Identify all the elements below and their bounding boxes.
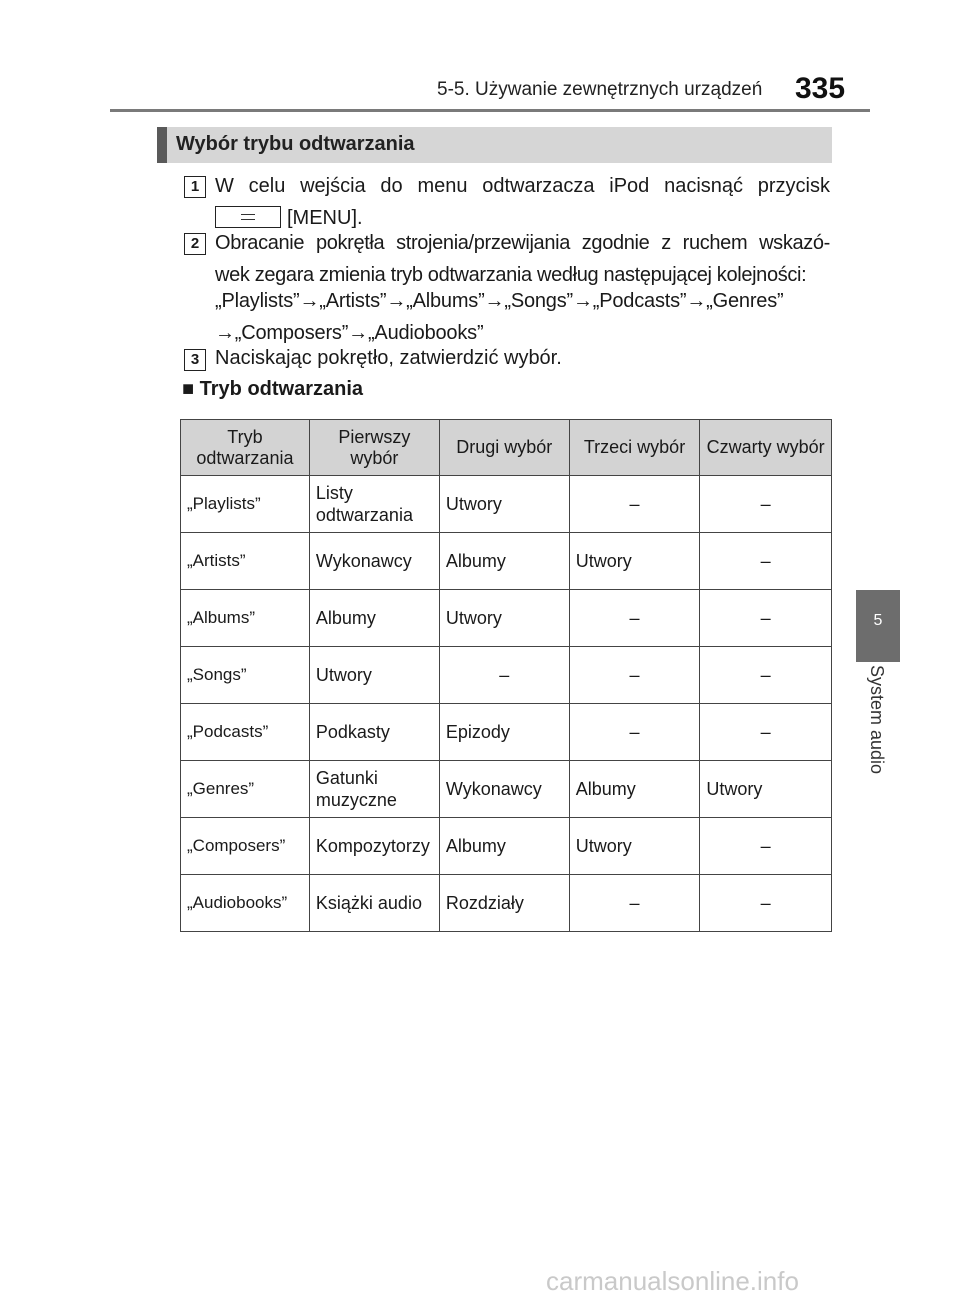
running-header: 5-5. Używanie zewnętrznych urządzeń [437,79,763,100]
table-cell: – [569,590,700,647]
table-row [181,476,832,533]
table-cell: „Albums” [181,590,310,647]
chapter-tab-number: 5 [856,590,900,662]
table-cell: „Podcasts” [181,704,310,761]
column-header: Tryb odtwarzania [181,420,310,476]
table-cell: Albumy [439,818,569,875]
table-row [181,818,832,875]
column-header: Drugi wybór [439,420,569,476]
section-title: Wybór trybu odtwarzania [176,133,415,155]
table-cell: „Artists” [181,533,310,590]
table-cell: Podkasty [309,704,439,761]
step-2-text: Obracanie pokrętła strojenia/przewijania zgodnie z ruchem wskazó- wek zegara zmienia tryb odtwarzania według następującej kolejności: [215,232,830,286]
step-number-3: 3 [184,349,206,371]
header-rule [110,109,870,112]
table-row [181,590,832,647]
table-row [181,704,832,761]
table-cell: Utwory [569,818,700,875]
subsection-title [182,378,363,401]
section-title-bar [157,127,167,163]
table-cell: Gatunki muzyczne [309,761,439,818]
table-cell: Wykonawcy [309,533,439,590]
column-header: Pierwszy wybór [309,420,439,476]
step-number-2: 2 [184,233,206,255]
step-number-1: 1 [184,176,206,198]
table-cell: Epizody [439,704,569,761]
table-cell: Albumy [569,761,700,818]
table-cell: – [569,704,700,761]
table-row [181,761,832,818]
table-cell: Kompozytorzy [309,818,439,875]
chapter-tab [856,665,900,825]
table-cell: Wykonawcy [439,761,569,818]
table-cell: Albumy [439,533,569,590]
table-cell: Utwory [439,476,569,533]
page-number: 335 [795,72,846,105]
table-cell: Utwory [569,533,700,590]
table-cell: „Composers” [181,818,310,875]
table-cell: Utwory [309,647,439,704]
table-cell: Utwory [439,590,569,647]
table-cell: – [700,533,832,590]
table-header-row [181,420,832,476]
table-row [181,533,832,590]
table-cell: – [700,875,832,932]
step-2-sequence: „Playlists”→„Artists”→„Albums”→„Songs”→„Podcasts”→„Genres” →„Composers”→„Audiobooks” [215,290,784,344]
table-cell: „Audiobooks” [181,875,310,932]
table-cell: – [569,647,700,704]
table-cell: – [439,647,569,704]
table-cell: „Genres” [181,761,310,818]
playback-mode-table [180,419,832,932]
column-header: Trzeci wybór [569,420,700,476]
table-cell: Albumy [309,590,439,647]
step-1-line-1: W celu wejścia do menu odtwarzacza iPod nacisnąć przycisk [215,175,830,197]
table-cell: – [700,704,832,761]
table-cell: „Songs” [181,647,310,704]
subsection-title-text: Tryb odtwarzania [199,378,364,400]
table-cell: Rozdziały [439,875,569,932]
table-cell: Książki audio [309,875,439,932]
table-cell: – [700,590,832,647]
table-row [181,875,832,932]
table-cell: „Playlists” [181,476,310,533]
table-cell: Utwory [700,761,832,818]
chapter-tab-label: System audio [867,665,887,775]
table-cell: Listy odtwarzania [309,476,439,533]
table-cell: – [569,476,700,533]
step-1-menu-label: [MENU]. [287,207,363,229]
square-bullet-icon: ■ [182,378,195,400]
table-cell: – [700,476,832,533]
step-3-text: Naciskając pokrętło, zatwierdzić wybór. [215,347,562,369]
table-cell: – [700,818,832,875]
section-title-box [157,127,832,163]
table-cell: – [700,647,832,704]
table-cell: – [569,875,700,932]
table-row [181,647,832,704]
watermark: carmanualsonline.info [546,1266,799,1296]
column-header: Czwarty wybór [700,420,832,476]
menu-button-icon [215,206,281,228]
